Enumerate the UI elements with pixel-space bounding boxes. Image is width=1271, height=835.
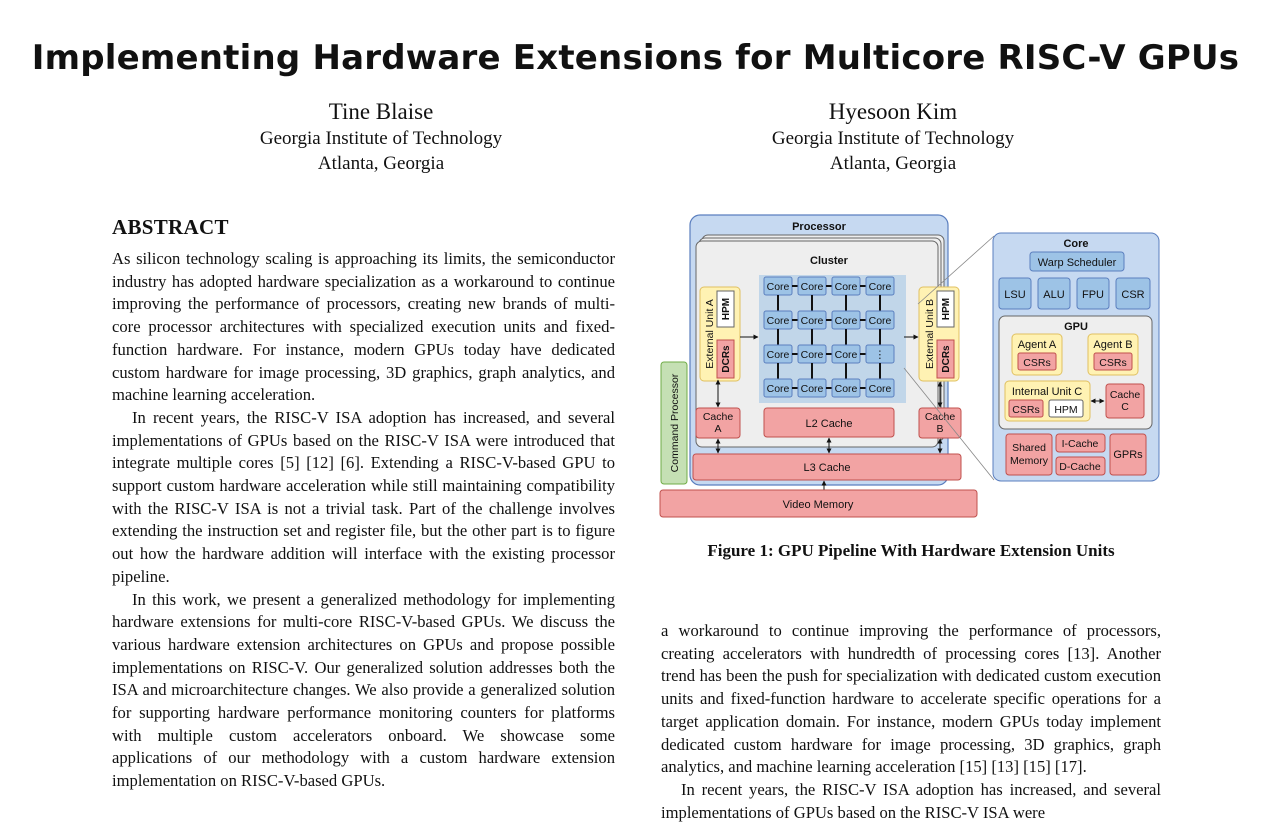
- core-label: Core: [834, 315, 858, 327]
- external-unit-a-label: External Unit A: [704, 299, 716, 369]
- core-label: Core: [766, 349, 790, 361]
- author-block-1: [171, 98, 591, 176]
- csr-label: CSR: [1121, 289, 1145, 301]
- abstract-paragraph: As silicon technology scaling is approaching its limits, the semiconductor industry has adopted hardware specialization as a workaround to continue improving the performance of processors, creating new brands of multi-core processor architectures with specialized execution units and fixed-function hardware. For instance, modern GPUs today have dedicated custom hardware for image processing, 3D graphics, graph analytics, and machine learning acceleration.: [112, 249, 615, 405]
- abstract-body: [112, 248, 615, 793]
- figure-caption: Figure 1: GPU Pipeline With Hardware Extension Units: [707, 541, 1115, 560]
- agent-b-csrs-label: CSRs: [1099, 357, 1127, 369]
- author-affiliation: Georgia Institute of Technology: [771, 128, 1015, 149]
- internal-unit-c-label: Internal Unit C: [1011, 386, 1083, 398]
- external-unit-b-label: External Unit B: [924, 298, 936, 370]
- shared-memory-label: Shared Memory: [1010, 442, 1048, 467]
- core-label: Core: [800, 349, 824, 361]
- paper-title: Implementing Hardware Extensions for Multicore RISC-V GPUs: [31, 38, 1240, 78]
- agent-a-csrs-label: CSRs: [1023, 357, 1051, 369]
- core-label: Core: [766, 281, 790, 293]
- body-paragraph: In recent years, the RISC-V ISA adoption has increased, and several implementations of GPUs based on the RISC-V ISA were: [661, 779, 1161, 822]
- internal-unit-c-hpm-label: HPM: [1054, 404, 1078, 416]
- hpm-a-label: HPM: [721, 297, 732, 321]
- core-panel-title: Core: [1063, 238, 1089, 250]
- core-label: Core: [766, 315, 790, 327]
- agent-a-label: Agent A: [1017, 339, 1057, 351]
- cache-c-label: Cache C: [1109, 389, 1141, 413]
- gprs-label: GPRs: [1113, 449, 1143, 461]
- hpm-b-label: HPM: [941, 297, 952, 321]
- body-paragraph: a workaround to continue improving the performance of processors, creating accelerators with hundredth of processing cores [13]. Another trend has been the push for specialization with dedicated custom execution units and fixed-function hardware to accelerate specific operations for a target application domain. For instance, modern GPUs today implement dedicated custom hardware for image processing, 3D graphics, graph analytics, and machine learning acceleration [15] [13] [15] [17].: [661, 621, 1161, 777]
- author-affiliation: Georgia Institute of Technology: [259, 128, 503, 149]
- core-label: Core: [800, 281, 824, 293]
- fpu-label: FPU: [1082, 289, 1104, 301]
- abstract-heading: ABSTRACT: [112, 215, 229, 239]
- warp-scheduler-label: Warp Scheduler: [1037, 257, 1117, 269]
- core-label: Core: [766, 383, 790, 395]
- author-name: Hyesoon Kim: [828, 99, 958, 124]
- core-label: ⋮: [874, 349, 886, 361]
- command-processor-label: Command Processor: [669, 373, 681, 473]
- core-label: Core: [868, 315, 892, 327]
- internal-unit-c-csrs-label: CSRs: [1012, 404, 1040, 416]
- author-block-2: [683, 98, 1103, 176]
- core-label: Core: [834, 349, 858, 361]
- processor-label: Processor: [792, 221, 846, 233]
- abstract-paragraph: In recent years, the RISC-V ISA adoption has increased, and several implementations of GPUs based on the RISC-V ISA were introduced that integrate multiple cores [5] [12] [6]. Extending a RISC-V-based GPU to support custom hardware acceleration while still maintaining compatibility with the RISC-V ISA is not a trivial task. Part of the challenge involves extending the instruction set and register file, but the other part is to figure out how the hardware addition will interface with the existing processor pipeline.: [112, 407, 615, 586]
- author-location: Atlanta, Georgia: [829, 153, 957, 174]
- i-cache-label: I-Cache: [1061, 438, 1099, 450]
- gpu-pipeline-figure: [658, 212, 1164, 522]
- d-cache-label: D-Cache: [1059, 461, 1101, 473]
- core-label: Core: [834, 383, 858, 395]
- core-label: Core: [800, 315, 824, 327]
- cluster-label: Cluster: [810, 255, 848, 267]
- lsu-label: LSU: [1004, 289, 1026, 301]
- author-location: Atlanta, Georgia: [317, 153, 445, 174]
- gpu-label: GPU: [1064, 321, 1088, 333]
- cache-b-label: Cache B: [924, 411, 956, 435]
- dcrs-a-label: DCRs: [721, 345, 732, 373]
- core-label: Core: [868, 383, 892, 395]
- video-memory-label: Video Memory: [782, 499, 854, 511]
- l2-cache-label: L2 Cache: [805, 418, 853, 430]
- author-name: Tine Blaise: [328, 99, 434, 124]
- core-label: Core: [868, 281, 892, 293]
- l3-cache-label: L3 Cache: [803, 462, 851, 474]
- dcrs-b-label: DCRs: [941, 345, 952, 373]
- cache-a-label: Cache A: [702, 411, 734, 435]
- agent-b-label: Agent B: [1093, 339, 1133, 351]
- alu-label: ALU: [1043, 289, 1065, 301]
- core-label: Core: [800, 383, 824, 395]
- right-column-body: [661, 620, 1161, 824]
- core-label: Core: [834, 281, 858, 293]
- abstract-paragraph: In this work, we present a generalized methodology for implementing hardware extensions for multi-core RISC-V-based GPUs. We discuss the various hardware extension architectures on GPUs and propose possible implementations on RISC-V. Our generalized solution addresses both the ISA and microarchitecture changes. We also provide a generalized solution for supporting hardware performance monitoring counters for platforms with multiple custom accelerators onboard. We showcase some applications of our methodology with a custom hardware extension implementation on RISC-V-based GPUs.: [112, 589, 615, 791]
